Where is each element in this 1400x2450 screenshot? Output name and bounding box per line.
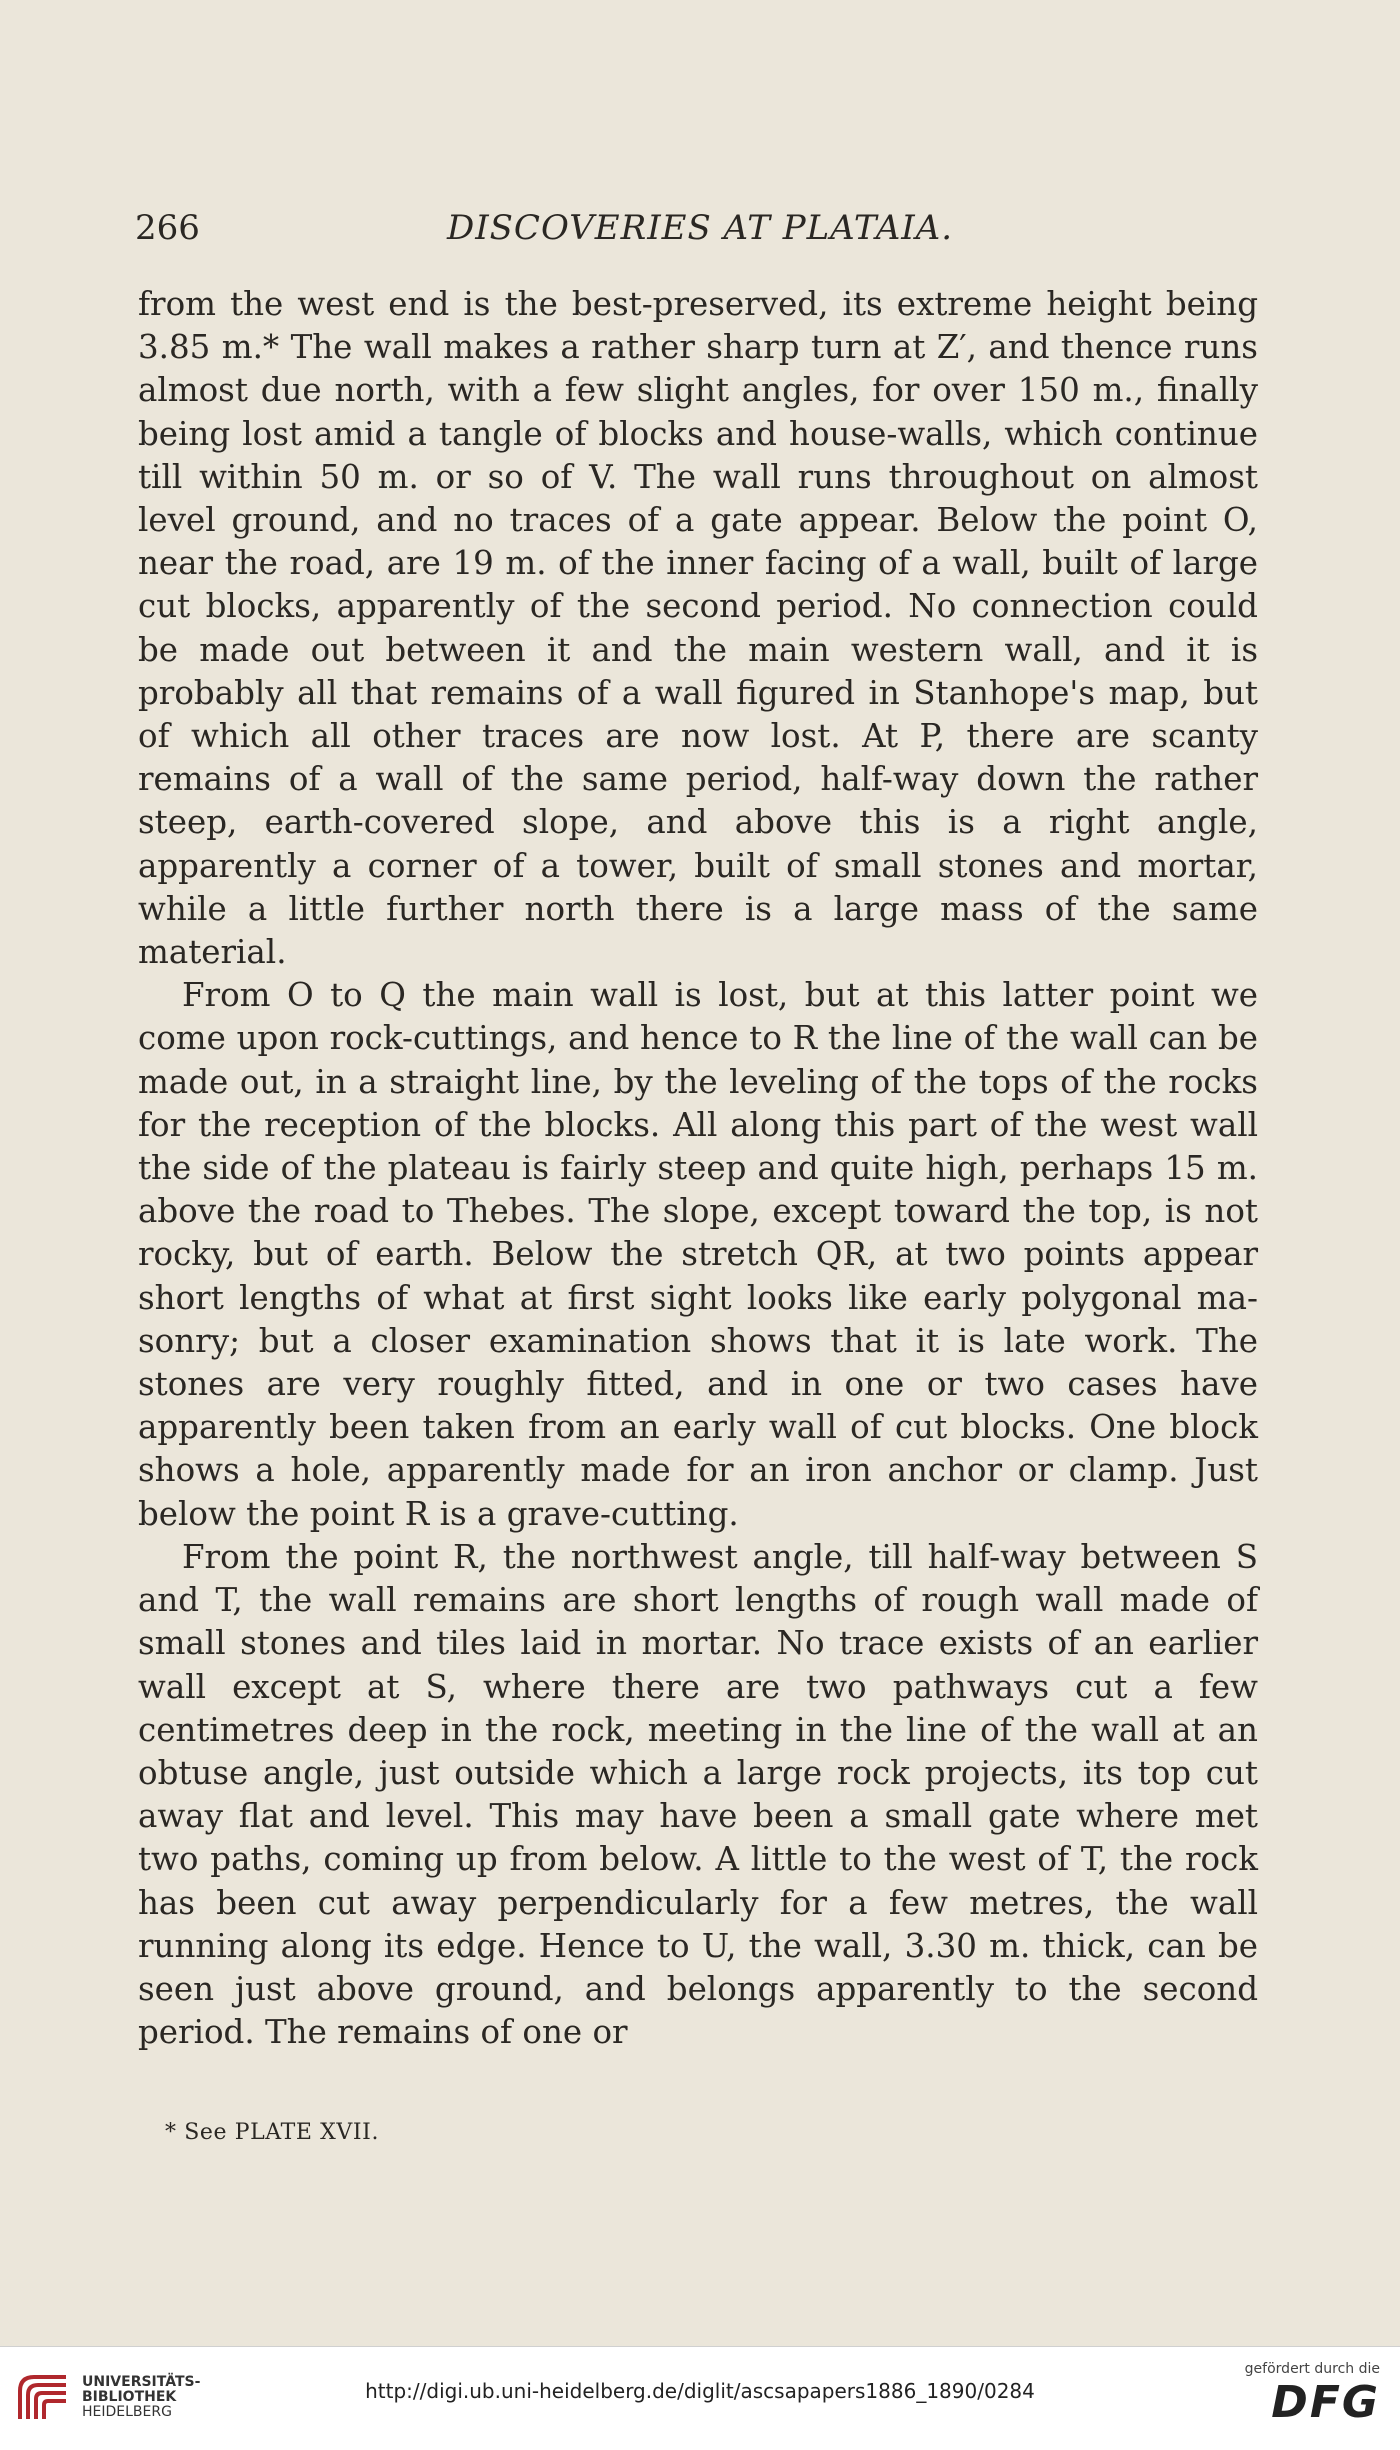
funder-caption: gefördert durch die — [1244, 2361, 1380, 2377]
library-name-line: UNIVERSITÄTS- — [82, 2374, 201, 2390]
footnote: * See PLATE XVII. — [165, 2120, 380, 2145]
paragraph: From the point R, the northwest angle, till half-way between S and T, the wall remains are short lengths of rough wall made of small stones and tiles laid in mortar. No trace exists of an earlier wall except at S, where there are two pathways cut a few centimetres deep in the rock, meeting in the line of the wall at an obtuse angle, just outside which a large rock projects, its top cut away flat and level. This may have been a small gate where met two paths, coming up from below. A little to the west of T, the rock has been cut away perpendicularly for a few metres, the wall running along its edge. Hence to U, the wall, 3.30 m. thick, can be seen just above ground, and belongs apparently to the second period. The remains of one or — [138, 1537, 1258, 2052]
source-url-link[interactable]: http://digi.ub.uni-heidelberg.de/diglit/ascsapapers1886_1890/0284 — [365, 2379, 1035, 2403]
footer-bar — [0, 2346, 1400, 2450]
dfg-logo-icon[interactable]: DFG — [1271, 2377, 1380, 2428]
running-head: DISCOVERIES AT PLATAIA. — [446, 208, 954, 248]
page-number: 266 — [135, 208, 200, 248]
page-header — [135, 203, 1265, 253]
funder-block — [1220, 2361, 1380, 2429]
paragraph: from the west end is the best-preserved, its extreme height being 3.85 m.* The wall makes a rather sharp turn at Z′, and thence runs almost due north, with a few slight angles, for over 150 m., finally being lost amid a tangle of blocks and house-walls, which continue till within 50 m. or so of V. The wall runs throughout on almost level ground, and no traces of a gate appear. Below the point O, near the road, are 19 m. of the inner facing of a wall, built of large cut blocks, apparently of the second period. No connection could be made out between it and the main western wall, and it is probably all that remains of a wall figured in Stanhope's map, but of which all other traces are now lost. At P, there are scanty remains of a wall of the same period, half-way down the rather steep, earth-covered slope, and above this is a right angle, apparently a corner of a tower, built of small stones and mortar, while a little further north there is a large mass of the same material. — [138, 285, 1258, 972]
library-name-line: HEIDELBERG — [82, 2404, 172, 2420]
library-name-line: BIBLIOTHEK — [82, 2389, 177, 2405]
body-text — [138, 283, 1258, 2054]
paragraph: From O to Q the main wall is lost, but at this latter point we come upon rock-cuttings, and hence to R the line of the wall can be made out, in a straight line, by the leveling of the tops of the rocks for the reception of the blocks. All along this part of the west wall the side of the plateau is fairly steep and quite high, perhaps 15 m. above the road to Thebes. The slope, except toward the top, is not rocky, but of earth. Below the stretch QR, at two points appear short lengths of what at first sight looks like early polygonal masonry; but a closer examination shows that it is late work. The stones are very roughly fitted, and in one or two cases have apparently been taken from an early wall of cut blocks. One block shows a hole, apparently made for an iron anchor or clamp. Just below the point R is a grave-cutting. — [138, 976, 1258, 1533]
